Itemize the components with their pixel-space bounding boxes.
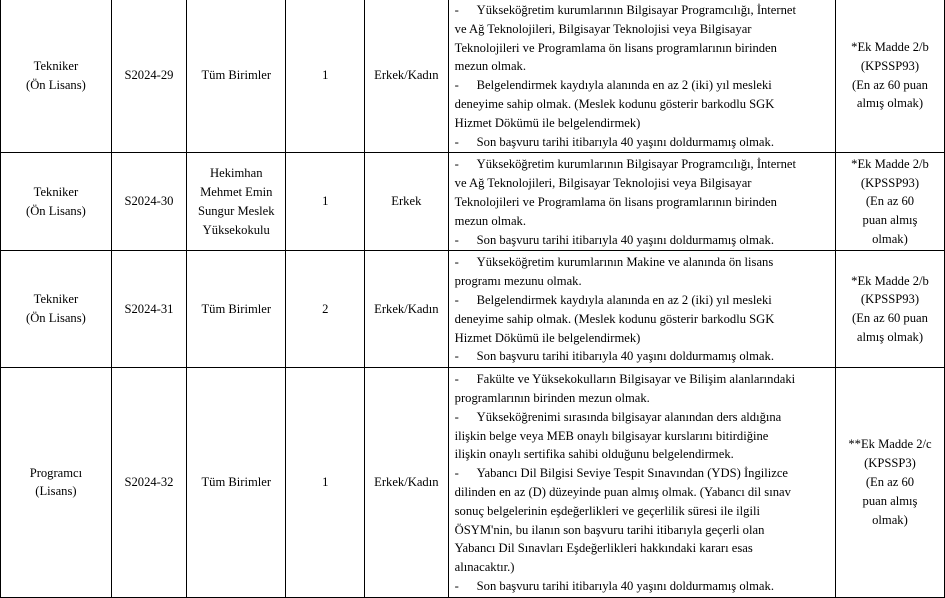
unit-cell-line: Hekimhan bbox=[210, 166, 263, 181]
requirement-text: sonuç belgelerinin eşdeğerlikleri ve geçerlilik süresi ile ilgili bbox=[454, 503, 760, 518]
requirement-text: programlarının birinden mezun olmak. bbox=[454, 390, 650, 405]
bullet-dash: - bbox=[454, 372, 459, 387]
position-count-cell: 1 bbox=[286, 153, 365, 251]
requirement-line bbox=[455, 464, 831, 483]
table-row bbox=[1, 368, 945, 598]
requirement-text: Son başvuru tarihi itibarıyla 40 yaşını doldurmamış olmak. bbox=[476, 578, 774, 593]
requirement-text: dilinden en az (D) düzeyinde puan almış olmak. (Yabancı dil sınav bbox=[454, 484, 791, 499]
requirement-line bbox=[455, 39, 831, 58]
unit-cell-line: Tüm Birimler bbox=[201, 475, 272, 490]
requirement-line bbox=[455, 57, 831, 76]
requirement-line bbox=[455, 370, 831, 389]
requirements-cell bbox=[448, 0, 835, 153]
requirement-text: Belgelendirmek kaydıyla alanında en az 2 (iki) yıl mesleki bbox=[476, 78, 772, 93]
requirement-text: deneyime sahip olmak. (Meslek kodunu gösterir barkodlu SGK bbox=[454, 96, 775, 111]
table-row bbox=[1, 153, 945, 251]
unit-cell bbox=[187, 0, 286, 153]
requirement-line bbox=[455, 253, 831, 272]
quota-note-cell-line: (En az 60 puan bbox=[852, 77, 928, 92]
quota-note-cell-line: (En az 60 puan bbox=[852, 311, 928, 326]
position-title-cell-line: (Ön Lisans) bbox=[26, 311, 86, 326]
gender-cell: Erkek/Kadın bbox=[365, 368, 449, 598]
position-title-cell-line: Tekniker bbox=[33, 185, 79, 200]
requirement-text: ilişkin onaylı sertifika sahibi olduğunu belgelendirmek. bbox=[454, 447, 734, 462]
position-code-cell: S2024-31 bbox=[111, 251, 186, 368]
requirement-line bbox=[455, 539, 831, 558]
unit-cell bbox=[187, 368, 286, 598]
requirement-text: mezun olmak. bbox=[454, 213, 527, 228]
requirement-line bbox=[455, 1, 831, 20]
requirement-line bbox=[455, 133, 831, 152]
unit-cell-line: Sungur Meslek bbox=[197, 203, 275, 218]
requirement-text: Son başvuru tarihi itibarıyla 40 yaşını doldurmamış olmak. bbox=[476, 349, 774, 364]
position-title-cell-line: (Ön Lisans) bbox=[26, 203, 86, 218]
quota-note-cell-line: (En az 60 bbox=[865, 194, 915, 209]
requirement-line bbox=[455, 389, 831, 408]
requirement-text: Son başvuru tarihi itibarıyla 40 yaşını doldurmamış olmak. bbox=[476, 134, 774, 149]
bullet-dash: - bbox=[454, 578, 459, 593]
quota-note-cell-line: almış olmak) bbox=[856, 96, 924, 111]
requirement-text: deneyime sahip olmak. (Meslek kodunu gösterir barkodlu SGK bbox=[454, 311, 775, 326]
position-title-cell-line: Tekniker bbox=[33, 58, 79, 73]
requirement-line bbox=[455, 76, 831, 95]
bullet-dash: - bbox=[454, 292, 459, 307]
gender-cell: Erkek/Kadın bbox=[365, 0, 449, 153]
requirement-line bbox=[455, 558, 831, 577]
position-title-cell-line: (Ön Lisans) bbox=[26, 77, 86, 92]
position-count-cell: 1 bbox=[286, 0, 365, 153]
bullet-dash: - bbox=[454, 232, 459, 247]
quota-note-cell bbox=[835, 0, 944, 153]
gender-cell: Erkek/Kadın bbox=[365, 251, 449, 368]
requirement-line bbox=[455, 174, 831, 193]
requirements-cell bbox=[448, 368, 835, 598]
quota-note-cell-line: puan almış bbox=[862, 213, 918, 228]
requirement-line bbox=[455, 577, 831, 596]
requirement-line bbox=[455, 114, 831, 133]
bullet-dash: - bbox=[454, 134, 459, 149]
requirement-line bbox=[455, 231, 831, 250]
position-title-cell-line: Programcı bbox=[29, 465, 83, 480]
position-title-cell-line: (Lisans) bbox=[35, 484, 77, 499]
position-code-cell: S2024-29 bbox=[111, 0, 186, 153]
bullet-dash: - bbox=[454, 349, 459, 364]
requirement-line bbox=[455, 212, 831, 231]
requirement-line bbox=[455, 502, 831, 521]
requirement-line bbox=[455, 427, 831, 446]
quota-note-cell-line: (En az 60 bbox=[865, 475, 915, 490]
requirement-line bbox=[455, 272, 831, 291]
requirement-line bbox=[455, 445, 831, 464]
position-title-cell bbox=[1, 368, 112, 598]
position-code-cell: S2024-32 bbox=[111, 368, 186, 598]
requirement-text: Yükseköğrenimi sırasında bilgisayar alanından ders aldığına bbox=[476, 409, 782, 424]
quota-note-cell-line: (KPSSP93) bbox=[860, 58, 920, 73]
unit-cell bbox=[187, 251, 286, 368]
requirement-line bbox=[455, 291, 831, 310]
requirement-line bbox=[455, 521, 831, 540]
quota-note-cell-line: (KPSSP93) bbox=[860, 292, 920, 307]
requirement-text: mezun olmak. bbox=[454, 59, 527, 74]
position-title-cell bbox=[1, 153, 112, 251]
quota-note-cell-line: *Ek Madde 2/b bbox=[851, 40, 929, 55]
unit-cell-line: Mehmet Emin bbox=[200, 185, 273, 200]
requirement-text: Fakülte ve Yüksekokulların Bilgisayar ve Bilişim alanlarındaki bbox=[476, 372, 796, 387]
table-row bbox=[1, 251, 945, 368]
requirement-text: Son başvuru tarihi itibarıyla 40 yaşını doldurmamış olmak. bbox=[476, 232, 774, 247]
requirement-line bbox=[455, 408, 831, 427]
quota-note-cell bbox=[835, 153, 944, 251]
requirement-text: Yabancı Dil Bilgisi Seviye Tespit Sınavından (YDS) İngilizce bbox=[476, 466, 789, 481]
quota-note-cell bbox=[835, 368, 944, 598]
requirement-text: alınacaktır.) bbox=[454, 560, 515, 575]
quota-note-cell-line: (KPSSP3) bbox=[864, 456, 916, 471]
position-count-cell: 1 bbox=[286, 368, 365, 598]
requirement-text: Yabancı Dil Sınavları Eşdeğerlikleri hakkındaki kararı esas bbox=[454, 541, 753, 556]
requirement-text: programı mezunu olmak. bbox=[454, 274, 582, 289]
position-title-cell bbox=[1, 251, 112, 368]
quota-note-cell-line: *Ek Madde 2/b bbox=[851, 273, 929, 288]
requirements-cell bbox=[448, 251, 835, 368]
table-row bbox=[1, 0, 945, 153]
unit-cell bbox=[187, 153, 286, 251]
requirement-text: Hizmet Dökümü ile belgelendirmek) bbox=[454, 115, 641, 130]
requirement-line bbox=[455, 193, 831, 212]
quota-note-cell bbox=[835, 251, 944, 368]
requirement-text: Yükseköğretim kurumlarının Bilgisayar Programcılığı, İnternet bbox=[476, 157, 796, 172]
bullet-dash: - bbox=[454, 466, 459, 481]
quota-note-cell-line: **Ek Madde 2/c bbox=[848, 437, 932, 452]
position-count-cell: 2 bbox=[286, 251, 365, 368]
bullet-dash: - bbox=[454, 409, 459, 424]
unit-cell-line: Tüm Birimler bbox=[201, 301, 272, 316]
position-code-cell: S2024-30 bbox=[111, 153, 186, 251]
requirement-text: Yükseköğretim kurumlarının Makine ve alanında ön lisans bbox=[476, 255, 774, 270]
unit-cell-line: Yüksekokulu bbox=[202, 222, 270, 237]
quota-note-cell-line: almış olmak) bbox=[856, 330, 924, 345]
position-title-cell-line: Tekniker bbox=[33, 292, 79, 307]
requirement-text: Hizmet Dökümü ile belgelendirmek) bbox=[454, 330, 641, 345]
requirement-text: ilişkin belge veya MEB onaylı bilgisayar kurslarını bitirdiğine bbox=[454, 428, 769, 443]
quota-note-cell-line: olmak) bbox=[872, 232, 908, 247]
quota-note-cell-line: olmak) bbox=[872, 512, 908, 527]
bullet-dash: - bbox=[454, 78, 459, 93]
requirement-text: Teknolojileri ve Programlama ön lisans programlarının birinden bbox=[454, 194, 777, 209]
gender-cell: Erkek bbox=[365, 153, 449, 251]
quota-note-cell-line: *Ek Madde 2/b bbox=[851, 156, 929, 171]
quota-note-cell-line: (KPSSP93) bbox=[860, 175, 920, 190]
requirement-line bbox=[455, 20, 831, 39]
position-title-cell bbox=[1, 0, 112, 153]
requirement-line bbox=[455, 155, 831, 174]
requirement-line bbox=[455, 329, 831, 348]
requirement-text: Teknolojileri ve Programlama ön lisans programlarının birinden bbox=[454, 40, 777, 55]
requirement-text: ve Ağ Teknolojileri, Bilgisayar Teknolojisi veya Bilgisayar bbox=[454, 21, 752, 36]
requirement-line bbox=[455, 347, 831, 366]
requirement-text: Belgelendirmek kaydıyla alanında en az 2 (iki) yıl mesleki bbox=[476, 292, 772, 307]
bullet-dash: - bbox=[454, 255, 459, 270]
requirement-text: Yükseköğretim kurumlarının Bilgisayar Programcılığı, İnternet bbox=[476, 3, 796, 17]
requirement-line bbox=[455, 310, 831, 329]
requirements-cell bbox=[448, 153, 835, 251]
bullet-dash: - bbox=[454, 3, 459, 17]
requirement-line bbox=[455, 95, 831, 114]
requirement-text: ve Ağ Teknolojileri, Bilgisayar Teknolojisi veya Bilgisayar bbox=[454, 176, 752, 191]
requirement-text: ÖSYM'nin, bu ilanın son başvuru tarihi itibarıyla geçerli olan bbox=[454, 522, 765, 537]
quota-note-cell-line: puan almış bbox=[862, 493, 918, 508]
unit-cell-line: Tüm Birimler bbox=[201, 68, 272, 83]
bullet-dash: - bbox=[454, 157, 459, 172]
requirement-line bbox=[455, 483, 831, 502]
